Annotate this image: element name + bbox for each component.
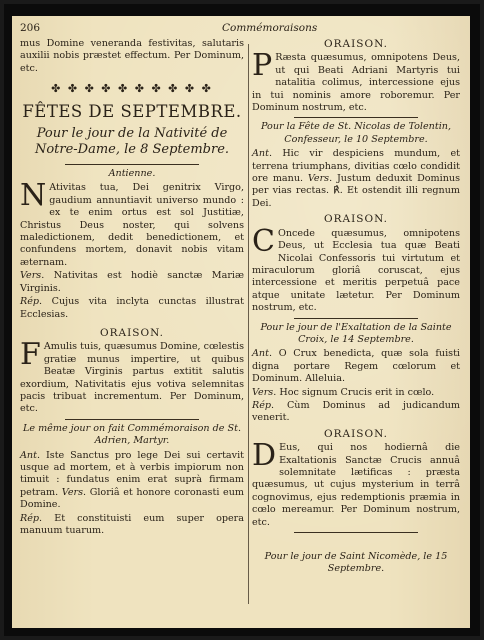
oraison-text: Oncede quæsumus, omnipotens Deus, ut Ecclesia tua quæ Beati Nicolai Confessoris tui virtutum et miraculorum gloriâ coruscat, ejus intercessione et meritis perpetuâ pace atque unitate lætetur. Per Dominum nostrum, etc. xyxy=(252,227,460,314)
vers-line xyxy=(20,270,244,295)
section-title: FÊTES DE SEPTEMBRE. xyxy=(22,101,242,121)
ornament-band: ✤ ✤ ✤ ✤ ✤ ✤ ✤ ✤ ✤ ✤ xyxy=(51,82,213,96)
oraison-heading: ORAISON. xyxy=(100,326,164,339)
vers-text: Justum deduxit Dominus per vias rectas. ℟. Et ostendit illi regnum Dei. xyxy=(252,173,460,209)
oraison-heading: ORAISON. xyxy=(324,427,388,440)
vers-text: Nativitas est hodiè sanctæ Mariæ Virginis. xyxy=(20,270,244,294)
right-column xyxy=(252,38,460,576)
running-title: Commémoraisons xyxy=(222,22,318,34)
drop-cap: D xyxy=(252,438,277,474)
vers-label: Vers. xyxy=(20,270,45,282)
rep-label: Rép. xyxy=(20,296,43,308)
vers-label: Vers. xyxy=(252,386,277,398)
rep-text: Cujus vita inclyta cunctas illustrat Ecclesias. xyxy=(20,296,244,320)
oraison-paragraph xyxy=(252,223,460,315)
rule xyxy=(65,164,199,165)
rep-text: Cùm Dominus ad judicandum venerit. xyxy=(252,399,460,424)
antienne-text: Ativitas tua, Dei genitrix Virgo, gaudium annuntiavit universo mundo : ex te enim ortus est sol Justitiæ, Christus Deus noster, qui solvens maledictionem, dedit benedictionem, et confundens mortem, donavit nobis vitam æternam. xyxy=(20,182,244,268)
feast-title-nicolas: Pour la Fête de St. Nicolas de Tolentin, Confesseur, le 10 Septembre. xyxy=(260,121,452,145)
antienne-paragraph xyxy=(20,178,244,269)
rule xyxy=(294,532,419,533)
continued-text: mus Domine veneranda festivitas, salutaris auxilii nobis præstet effectum. Per Dominum, etc. xyxy=(20,38,244,74)
comm-rep-line xyxy=(20,513,244,538)
oraison-text: Amulis tuis, quæsumus Domine, cœlestis gratiæ munus impertire, ut quibus Beatæ Virginis partus extitit salutis exordium, Nativitatis ejus votiva selemnitas pacis tribuat incrementum. Per Dominum, etc. xyxy=(20,341,244,415)
oraison-heading: ORAISON. xyxy=(324,213,388,226)
ant-line xyxy=(252,348,460,385)
rule xyxy=(65,419,199,420)
rep-line xyxy=(20,296,244,321)
oraison-paragraph xyxy=(252,438,460,529)
ant-text: Hic vir despiciens mundum, et terrena triumphans, divitias cœlo condidit ore manu. xyxy=(252,148,460,185)
feast-title-nativite: Pour le jour de la Nativité de Notre-Dame, le 8 Septembre. xyxy=(34,126,230,158)
feast-title-nicomede: Pour le jour de Saint Nicomède, le 15 Septembre. xyxy=(264,551,448,575)
drop-cap: N xyxy=(20,178,47,214)
column-divider xyxy=(248,44,249,604)
oraison-paragraph xyxy=(252,48,460,114)
feast-title-exaltation: Pour le jour de l'Exaltation de la Sainte Croix, le 14 Septembre. xyxy=(260,321,452,345)
ant-text: O Crux benedicta, quæ sola fuisti digna portare Regem cœlorum et Dominum. Alleluia. xyxy=(252,348,460,385)
ant-label: Ant. xyxy=(252,148,273,160)
rule xyxy=(294,117,419,118)
ant-label: Ant. xyxy=(20,449,41,461)
vers-text: Gloriâ et honore coronasti eum Domine. xyxy=(20,486,244,511)
vers-text: Hoc signum Crucis erit in cœlo. xyxy=(279,386,435,398)
vers-label: Vers. xyxy=(61,486,87,498)
drop-cap: F xyxy=(20,337,41,373)
left-column xyxy=(20,38,244,538)
drop-cap: P xyxy=(252,48,273,84)
oraison-paragraph xyxy=(20,337,244,415)
rep-line xyxy=(252,400,460,425)
ant-label: Ant. xyxy=(252,348,273,360)
commemoration-title: Le même jour on fait Commémoraison de St. Adrien, Martyr. xyxy=(22,422,242,447)
vers-line xyxy=(252,387,460,399)
ant-line xyxy=(252,148,460,210)
vers-label: Vers. xyxy=(307,173,333,185)
page-number: 206 xyxy=(20,22,41,34)
rep-label: Rép. xyxy=(252,399,275,411)
running-header xyxy=(12,22,470,38)
ant-text: Iste Sanctus pro lege Dei sui certavit usque ad mortem, et à verbis impiorum non timuit : fundatus enim erat suprà firmam petram. xyxy=(20,449,244,498)
antienne-label: Antienne. xyxy=(108,168,156,180)
rule xyxy=(294,318,419,319)
rep-label: Rép. xyxy=(20,512,43,524)
book-frame xyxy=(4,4,480,636)
drop-cap: C xyxy=(252,223,275,259)
rep-text: Et constituisti eum super opera manuum tuarum. xyxy=(20,512,244,536)
oraison-text: Eus, qui nos hodiernâ die Exaltationis Sanctæ Crucis annuâ solemnitate lætificas : præsta quæsumus, ut cujus mysterium in terrâ cognovimus, ejus redemptionis præmia in cœlo mereamur. Per Dominum nostrum, etc. xyxy=(252,442,460,528)
oraison-text: Ræsta quæsumus, omnipotens Deus, ut qui Beati Adriani Martyris tui natalitia colimus, intercessione ejus in tui nominis amore roboremur. Per Dominum nostrum, etc. xyxy=(252,52,460,114)
oraison-heading: ORAISON. xyxy=(324,38,388,50)
book-page xyxy=(12,16,470,628)
comm-ant-line xyxy=(20,450,244,512)
